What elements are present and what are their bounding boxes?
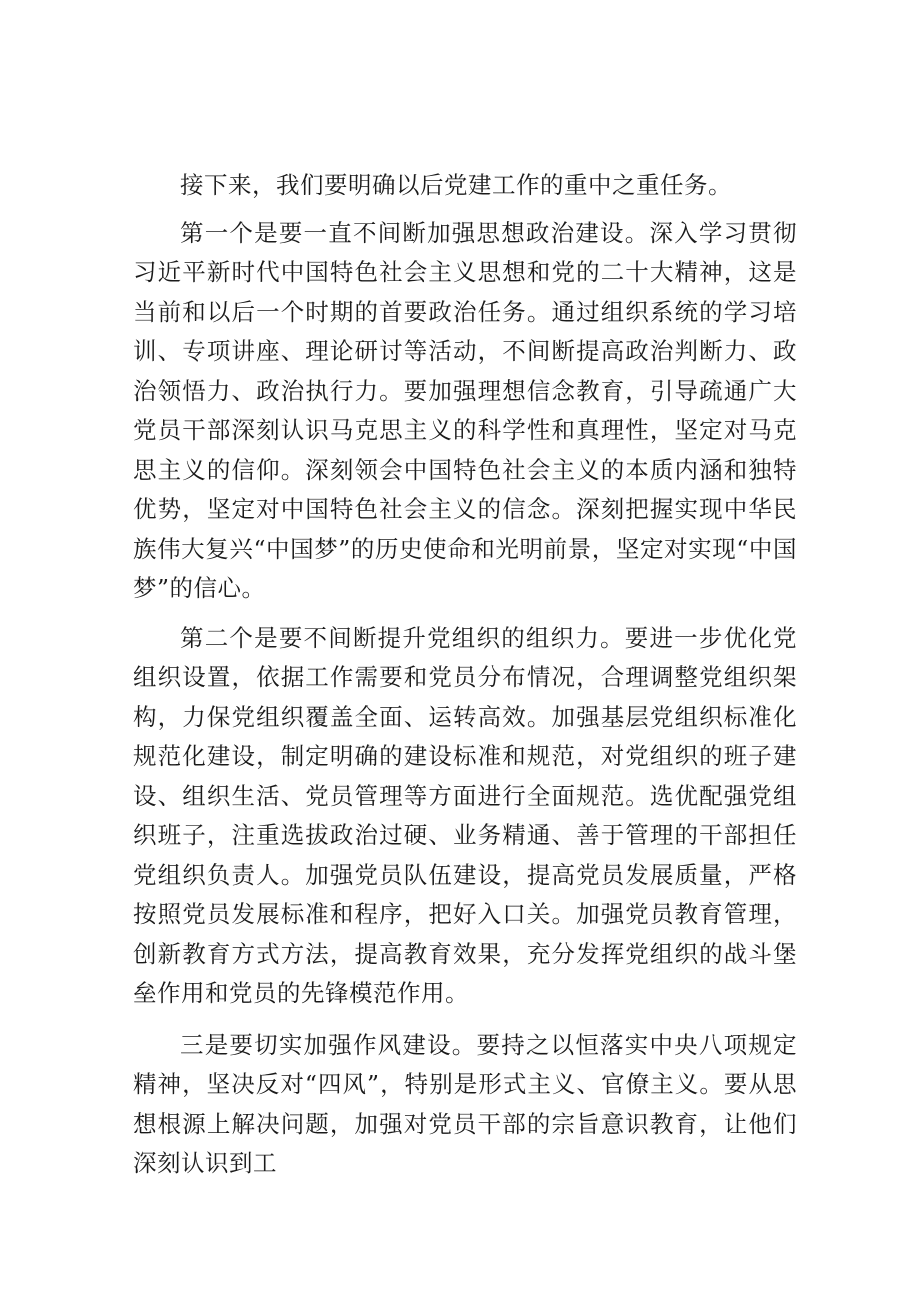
document-body bbox=[133, 166, 797, 1184]
paragraph-intro: 接下来，我们要明确以后党建工作的重中之重任务。 bbox=[180, 171, 732, 199]
paragraph-ideological-building: 第一个是要一直不间断加强思想政治建设。深入学习贯彻习近平新时代中国特色社会主义思想和党的二十大精神，这是当前和以后一个时期的首要政治任务。通过组织系统的学习培训、专项讲座、理论研讨等活动，不间断提高政治判断力、政治领悟力、政治执行力。要加强理想信念教育，引导疏通广大党员干部深刻认识马克思主义的科学性和真理性，坚定对马克思主义的信仰。深刻领会中国特色社会主义的本质内涵和独特优势，坚定对中国特色社会主义的信念。深刻把握实现中华民族伟大复兴“中国梦”的历史使命和光明前景，坚定对实现“中国梦”的信心。 bbox=[133, 218, 797, 602]
paragraph-work-style: 三是要切实加强作风建设。要持之以恒落实中央八项规定精神，坚决反对“四风”，特别是形式主义、官僚主义。要从思想根源上解决问题，加强对党员干部的宗旨意识教育，让他们深刻认识到工 bbox=[133, 1030, 797, 1177]
paragraph-organizational-strength: 第二个是要不间断提升党组织的组织力。要进一步优化党组织设置，依据工作需要和党员分布情况，合理调整党组织架构，力保党组织覆盖全面、运转高效。加强基层党组织标准化规范化建设，制定明确的建设标准和规范，对党组织的班子建设、组织生活、党员管理等方面进行全面规范。选优配强党组织班子，注重选拔政治过硬、业务精通、善于管理的干部担任党组织负责人。加强党员队伍建设，提高党员发展质量，严格按照党员发展标准和程序，把好入口关。加强党员教育管理，创新教育方式方法，提高教育效果，充分发挥党组织的战斗堡垒作用和党员的先锋模范作用。 bbox=[133, 623, 797, 1007]
